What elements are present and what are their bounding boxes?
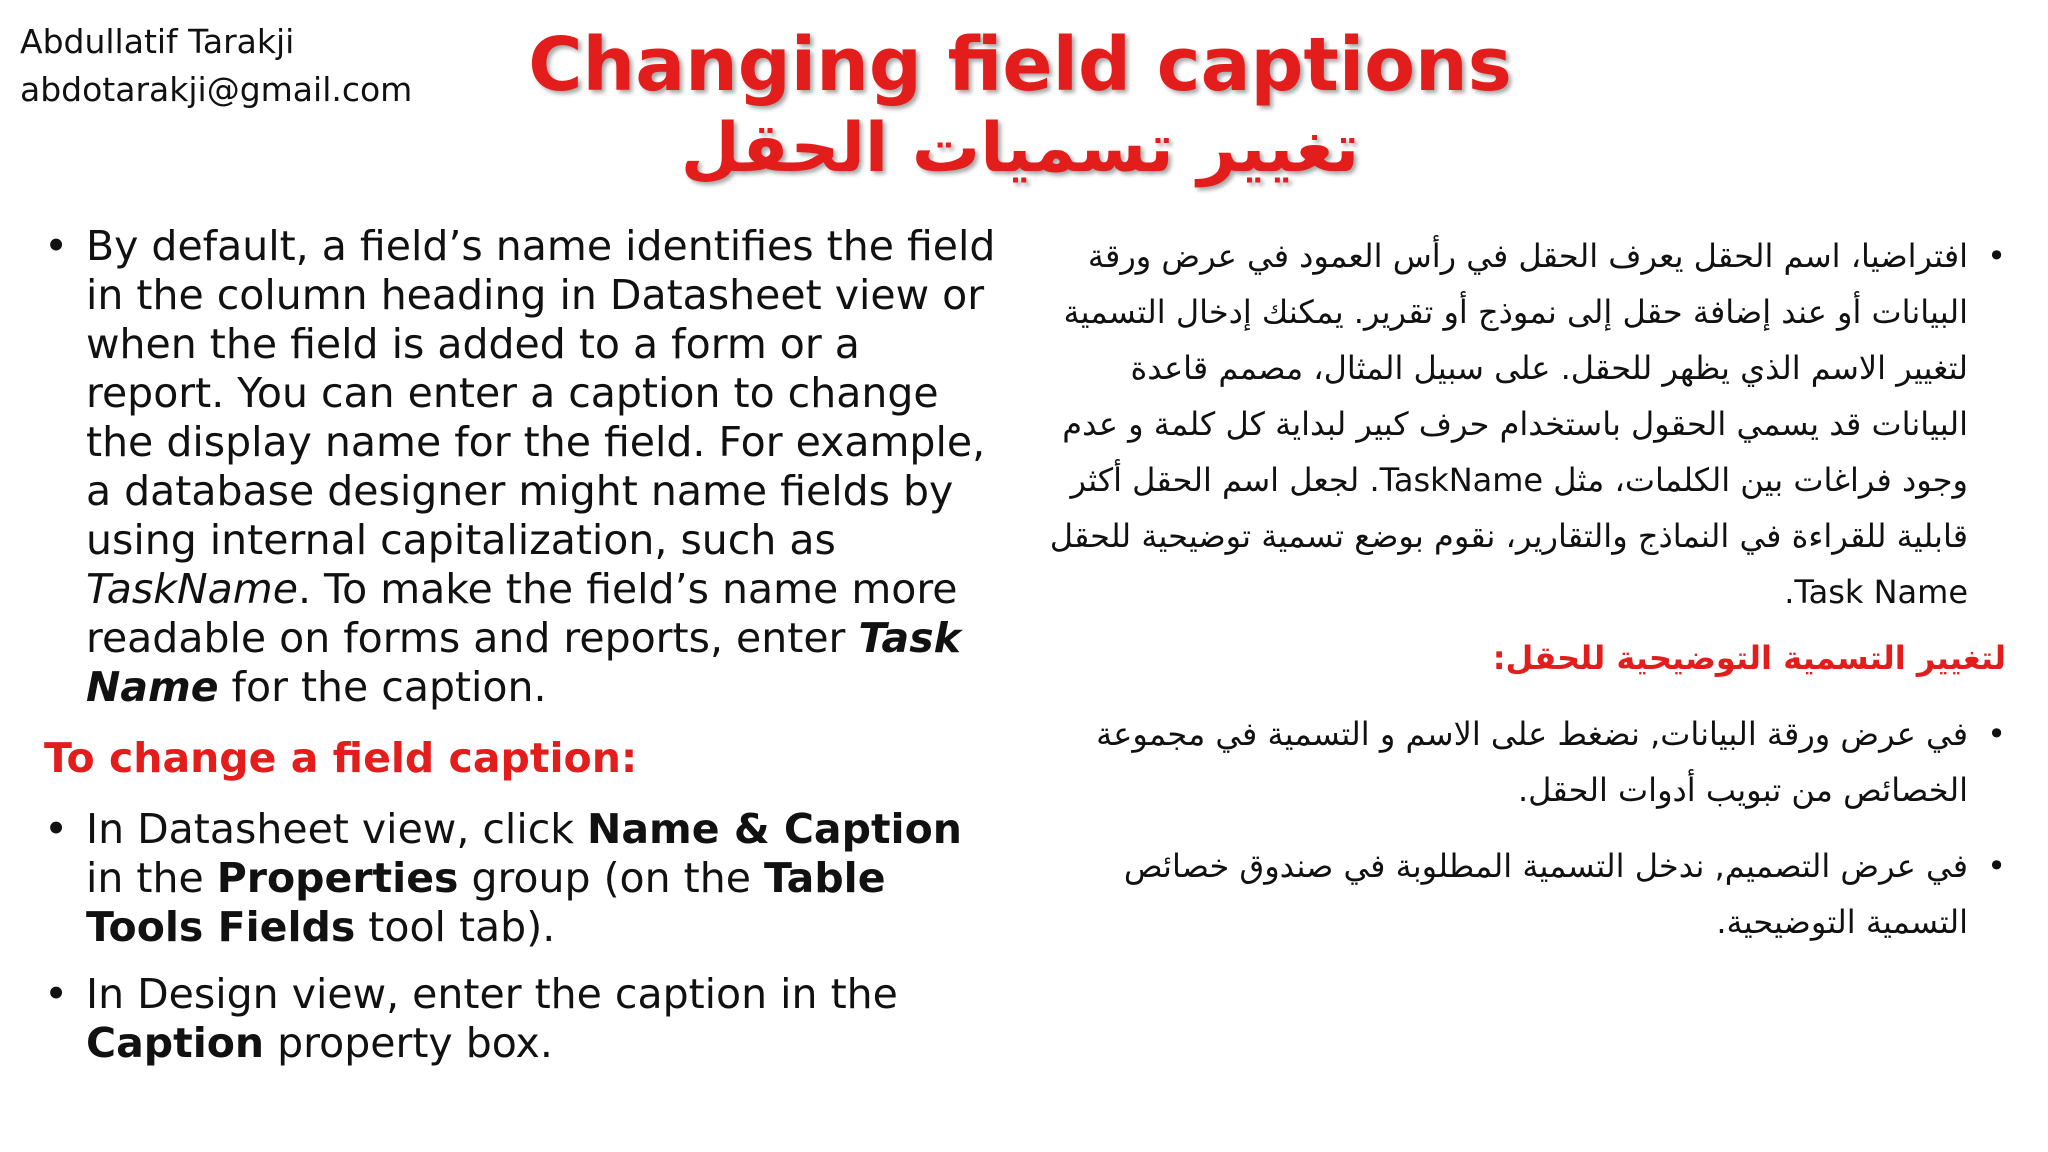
step-text: in the xyxy=(86,854,217,902)
step-text: property box. xyxy=(264,1019,553,1067)
intro-text: By default, a field’s name identifies the field in the column heading in Datasheet view or when the field is added to a form or a report. You can enter a caption to change the display name for the field. For example, a database designer might name fields by using internal capitalization, such as xyxy=(86,222,996,564)
section-heading: To change a field caption: xyxy=(44,734,638,782)
author-email: abdotarakji@gmail.com xyxy=(20,70,413,109)
arabic-section-heading: لتغيير التسمية التوضيحية للحقل: xyxy=(1492,639,2006,677)
example-caption: Task Name xyxy=(86,614,961,711)
step-bold: Properties xyxy=(216,854,459,902)
author-name: Abdullatif Tarakji xyxy=(20,22,295,61)
english-content xyxy=(44,222,1004,1068)
step-datasheet xyxy=(44,805,1004,952)
step-text: In Design view, enter the caption in the xyxy=(86,970,898,1018)
author-block xyxy=(20,18,412,114)
arabic-intro-paragraph: • افتراضيا، اسم الحقل يعرف الحقل في رأس العمود في عرض ورقة البيانات أو عند إضافة حقل إلى نموذج أو تقرير. يمكنك إدخال التسمية لتغيير الاسم الذي يظهر للحقل. على سبيل المثال، مصمم قاعدة البيانات قد يسمي الحقول باستخدام حرف كبير لبداية كل كلمة و عدم وجود فراغات بين الكلمات، مثل TaskName. لجعل اسم الحقل أكثر قابلية للقراءة في النماذج والتقارير، نقوم بوضع تسمية توضيحية للحقل Task Name. xyxy=(1040,228,2006,620)
example-field-name: TaskName xyxy=(86,565,298,613)
step-text: In Datasheet view, click xyxy=(86,805,588,853)
intro-text: . To make the field’s name more readable on forms and reports, enter xyxy=(86,565,958,662)
step-bold: Caption xyxy=(86,1019,265,1067)
arabic-step-datasheet: • في عرض ورقة البيانات, نضغط على الاسم و التسمية في مجموعة الخصائص من تبويب أدوات الحقل. xyxy=(1040,706,2006,818)
arabic-content xyxy=(1040,228,2006,950)
page-title-arabic: تغيير تسميات الحقل xyxy=(680,109,1360,188)
step-text: tool tab). xyxy=(355,903,556,951)
step-bold: Table Tools Fields xyxy=(86,854,886,951)
step-text: group (on the xyxy=(458,854,764,902)
step-design xyxy=(44,970,1004,1068)
intro-paragraph xyxy=(44,222,1004,712)
intro-text: for the caption. xyxy=(218,663,547,711)
step-bold: Name & Caption xyxy=(587,805,962,853)
page-title: Changing field captions xyxy=(528,22,1512,108)
arabic-step-design: • في عرض التصميم, ندخل التسمية المطلوبة في صندوق خصائص التسمية التوضيحية. xyxy=(1040,838,2006,950)
